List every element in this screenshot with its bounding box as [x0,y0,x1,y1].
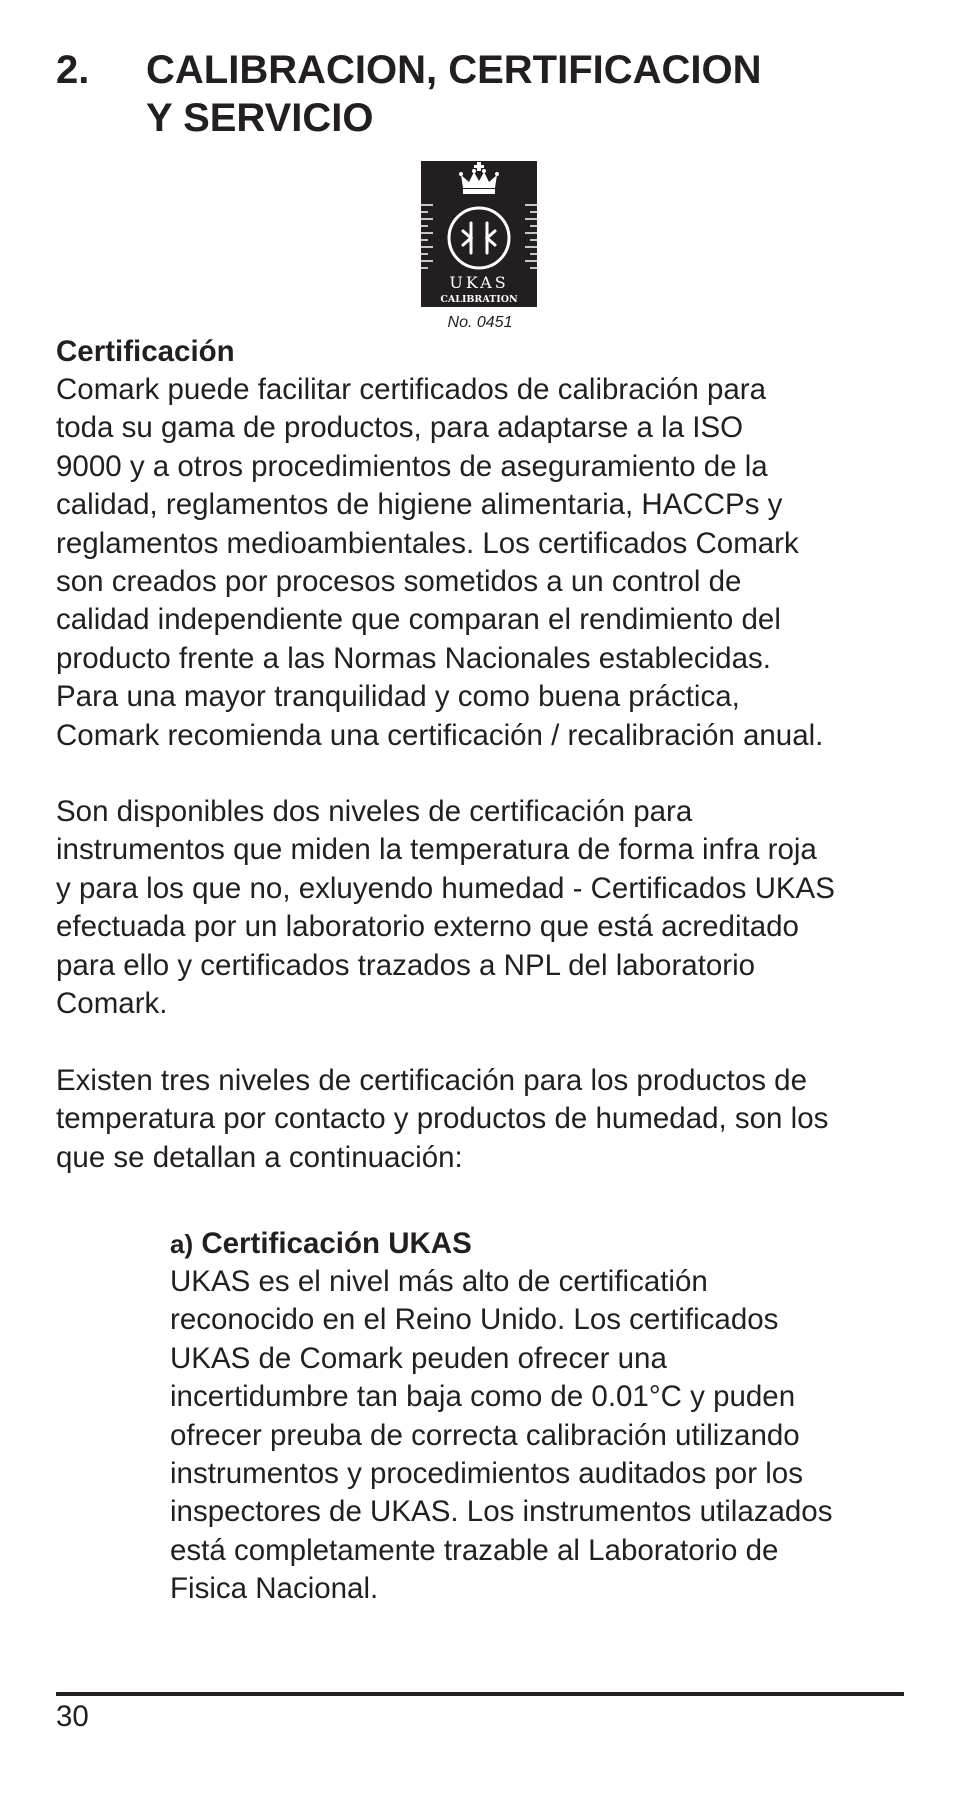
ukas-certification-heading [170,1225,472,1263]
ukas-heading-prefix: a) [170,1229,194,1259]
page-number: 30 [56,1700,89,1733]
ukas-certification-body: UKAS es el nivel más alto de certificatión reconocido en el Reino Unido. Los certificados UKAS de Comark peuden ofrecer una incertidumbre tan baja como de 0.01°C y puden ofrecer preuba de correcta calibración utilizando instrumentos y procedimientos auditados por los inspectores de UKAS. Los instrumentos utilazados está completamente trazable al Laboratorio de Fisica Nacional. [170,1265,833,1606]
certification-paragraph-3: Existen tres niveles de certificación para los productos de temperatura por contacto y productos de humedad, son los que se detallan a continuación: [56,1064,829,1174]
section-title-line-2: Y SERVICIO [146,96,374,140]
ukas-heading-text: Certificación UKAS [193,1227,472,1260]
ukas-crown-calibration-icon [421,161,537,307]
accreditation-number: No. 0451 [447,314,513,331]
section-number: 2. [56,48,90,92]
certification-heading: Certificación [56,335,235,368]
certification-paragraph-2: Son disponibles dos niveles de certificación para instrumentos que miden la temperatura de forma infra roja y para los que no, exluyendo humedad - Certificados UKAS efectuada por un laboratorio externo que está acreditado para ello y certificados trazados a NPL del laboratorio Comark. [56,795,835,1021]
section-title-line-1: CALIBRACION, CERTIFICACION [146,48,762,92]
ukas-logo-text: UKAS [449,273,509,292]
section-title [146,46,886,142]
ukas-calibration-logo [421,161,537,307]
calibration-logo-text: CALIBRATION [440,294,518,305]
certification-paragraph-1: Comark puede facilitar certificados de calibración para toda su gama de productos, para adaptarse a la ISO 9000 y a otros procedimientos de aseguramiento de la calidad, reglamentos de higiene alimentaria, HACCPs y reglamentos medioambientales. Los certificados Comark son creados por procesos sometidos a un control de calidad independiente que comparan el rendimiento del producto frente a las Normas Nacionales establecidas. Para una mayor tranquilidad y como buena práctica, Comark recomienda una certificación / recalibración anual. [56,373,824,752]
footer-divider [56,1692,904,1696]
